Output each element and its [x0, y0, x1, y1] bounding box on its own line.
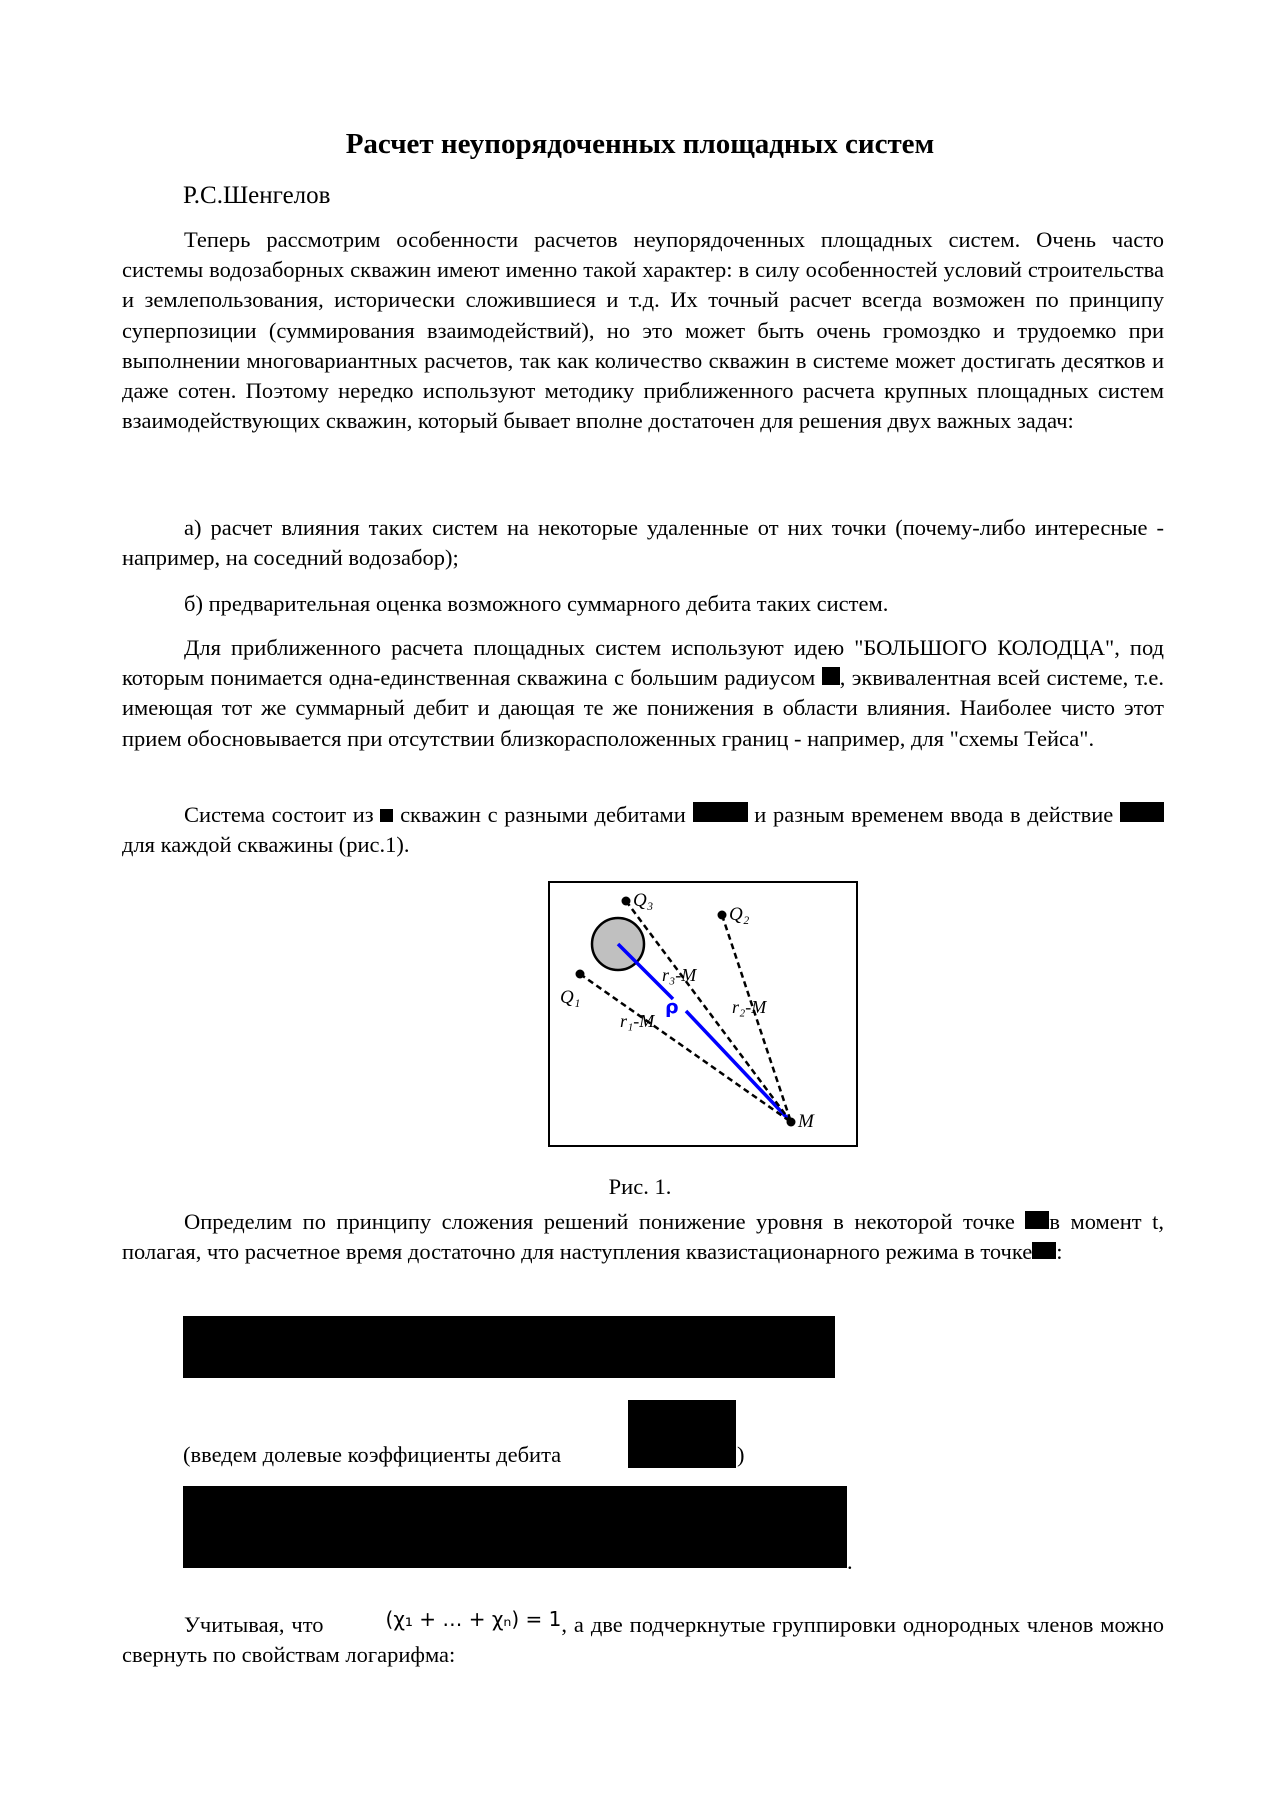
redacted-time-formula	[1120, 802, 1164, 822]
paragraph-definition	[122, 1207, 1164, 1267]
point-m	[787, 1118, 796, 1127]
paragraph-considering-text-1: Учитывая, что	[184, 1612, 324, 1637]
redacted-point-symbol	[1025, 1211, 1049, 1229]
paragraph-definition-text-2: в момент t, полагая, что расчетное время достаточно для наступления квазистационарного режима в точке	[122, 1209, 1164, 1265]
paragraph-coefficients-text: (введем долевые коэффициенты дебита	[183, 1442, 562, 1467]
redacted-coefficient-formula	[628, 1400, 736, 1468]
label-q3: Q₃	[633, 890, 654, 911]
paragraph-task-b	[122, 589, 1164, 619]
figure-1-diagram	[548, 881, 858, 1147]
label-r3m: r₃-M	[662, 965, 697, 985]
paragraph-big-well-text-1: Для приближенного расчета площадных систем используют идею "БОЛЬШОГО КОЛОДЦА", под которым понимается одна-единственная скважина с большим радиусом	[122, 635, 1164, 691]
figure-1	[548, 881, 858, 1147]
redacted-point-symbol-2	[1032, 1242, 1056, 1259]
redacted-equation-2	[183, 1486, 847, 1568]
paragraph-system-text-3: и разным временем ввода в действие	[747, 802, 1120, 827]
redacted-equation-1	[183, 1316, 835, 1378]
paragraph-coefficients-close: )	[737, 1442, 745, 1467]
paragraph-task-a	[122, 513, 1164, 573]
label-q1: Q₁	[560, 987, 581, 1008]
paragraph-big-well-text-2: , эквивалентная всей системе, т.е. имеющая тот же суммарный дебит и дающая те же понижения в области влияния. Наиболее чисто этот прием обосновывается при отсутствии близкорасположенных границ - например, для "схемы Тейса".	[122, 665, 1164, 751]
label-r2m: r₂-M	[732, 997, 767, 1017]
equation-2-period: .	[847, 1549, 853, 1574]
label-m: M	[798, 1111, 814, 1132]
paragraph-system-text-2: скважин с разными дебитами	[393, 802, 693, 827]
paragraph-considering	[122, 1604, 1164, 1670]
paragraph-system-text-4: для каждой скважины (рис.1).	[122, 832, 410, 858]
label-q2: Q₂	[729, 904, 750, 925]
document-author: Р.С.Шенгелов	[183, 182, 331, 209]
well-q2-point	[718, 911, 727, 920]
paragraph-coefficients	[183, 1440, 633, 1470]
document-title: Расчет неупорядоченных площадных систем	[345, 128, 935, 160]
figure-caption: Рис. 1.	[608, 1174, 672, 1199]
paragraph-definition-text-3: :	[1056, 1239, 1063, 1265]
paragraph-intro-text: Теперь рассмотрим особенности расчетов неупорядоченных площадных систем. Очень часто системы водозаборных скважин имеют именно такой характер: в силу особенностей условий строительства и землепользования, исторически сложившиеся и т.д. Их точный расчет всегда возможен по принципу суперпозиции (суммирования взаимодействий), но это может быть очень громоздко и трудоемко при выполнении многовариантных расчетов, так как количество скважин в системе может достигать десятков и даже сотен. Поэтому нередко используют методику приближенного расчета крупных площадных систем взаимодействующих скважин, который бывает вполне достаточен для решения двух важных задач:	[122, 227, 1164, 434]
paragraph-intro	[122, 225, 1164, 436]
paragraph-task-b-text: б) предварительная оценка возможного суммарного дебита таких систем.	[184, 591, 889, 616]
paragraph-big-well	[122, 633, 1164, 754]
redacted-n-symbol	[380, 809, 393, 822]
paragraph-system-text-1: Система состоит из	[184, 802, 381, 827]
paragraph-definition-text-1: Определим по принципу сложения решений понижение уровня в некоторой точке	[184, 1209, 1026, 1234]
label-rho: ρ	[665, 996, 679, 1018]
label-r1m: r₁-M	[620, 1011, 655, 1031]
chi-sum-formula: (χ₁ + … + χₙ) = 1	[385, 1607, 562, 1631]
figure-frame	[549, 882, 857, 1146]
redacted-radius-symbol	[822, 667, 840, 685]
well-q1-point	[576, 970, 585, 979]
paragraph-system	[122, 800, 1164, 860]
redacted-debit-formula	[693, 802, 748, 822]
paragraph-task-a-text: а) расчет влияния таких систем на некоторые удаленные от них точки (почему-либо интересные - например, на соседний водозабор);	[122, 515, 1164, 571]
well-q3-point	[622, 897, 631, 906]
paragraph-considering-text-2: , а две подчеркнутые группировки однородных членов можно свернуть по свойствам логарифма:	[122, 1612, 1164, 1668]
